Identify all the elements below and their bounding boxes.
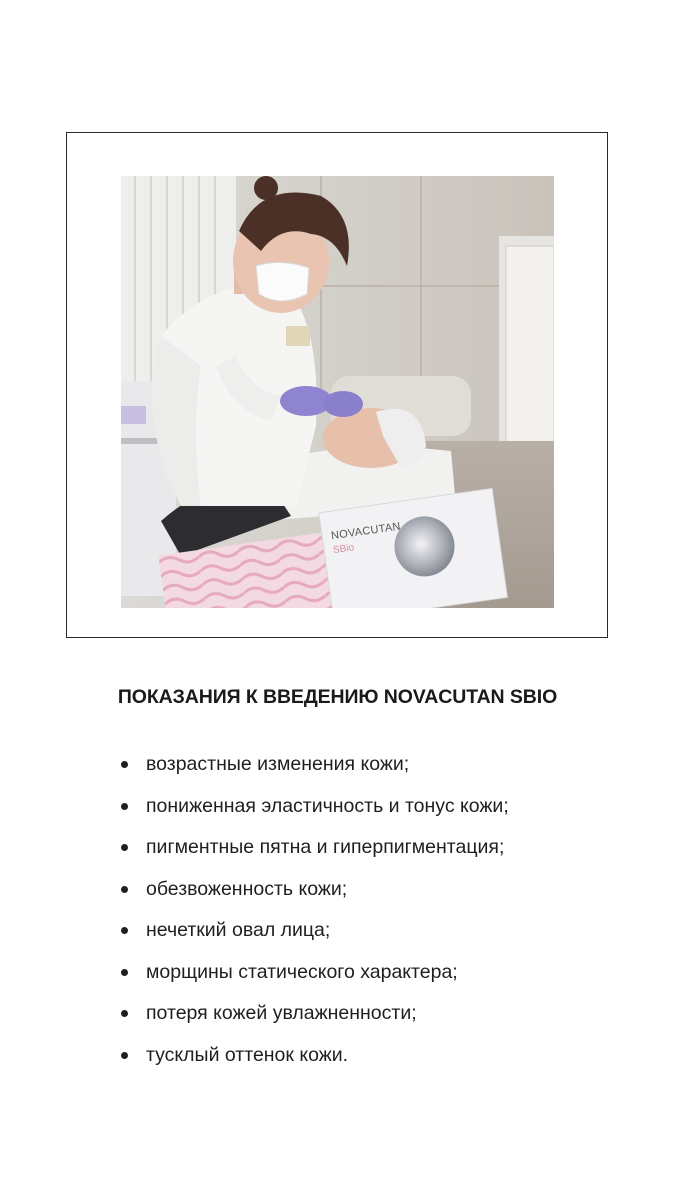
list-item-text: тусклый оттенок кожи. (146, 1043, 349, 1066)
list-item-text: обезвоженность кожи; (146, 877, 348, 900)
bullet (121, 886, 128, 893)
procedure-photo (121, 176, 554, 608)
list-item (120, 832, 509, 874)
list-item (120, 957, 509, 999)
list-item (120, 1040, 509, 1082)
bullet (121, 761, 128, 768)
list-item (120, 874, 509, 916)
indications-list (120, 749, 509, 1081)
bullet (121, 844, 128, 851)
box-brand-text: NOVACUTAN (330, 520, 402, 543)
page-heading: ПОКАЗАНИЯ К ВВЕДЕНИЮ NOVACUTAN SBIO (117, 686, 558, 708)
list-item-text: пониженная эластичность и тонус кожи; (146, 794, 509, 817)
list-item-text: потеря кожей увлажненности; (146, 1002, 417, 1024)
list-item-text: нечеткий овал лица; (146, 919, 331, 941)
bullet (121, 1052, 128, 1059)
list-item-text: морщины статического характера; (146, 960, 458, 983)
list-item (120, 791, 509, 833)
bullet (121, 803, 128, 810)
box-product-text: SBio (332, 542, 355, 557)
list-item (120, 749, 509, 791)
list-item (120, 998, 509, 1040)
bullet (121, 969, 128, 976)
list-item-text: пигментные пятна и гиперпигментация; (146, 836, 505, 858)
list-item (120, 915, 509, 957)
bullet (121, 1010, 128, 1017)
list-item-text: возрастные изменения кожи; (146, 753, 410, 775)
bullet (121, 927, 128, 934)
